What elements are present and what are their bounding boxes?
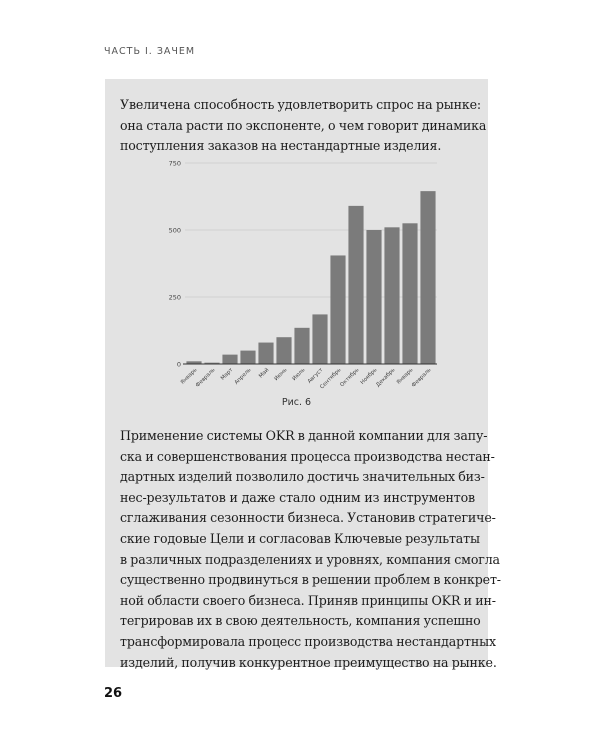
y-tick-label: 750 [168, 159, 181, 168]
y-tick-label: 0 [176, 360, 181, 369]
body-line: сглаживания сезонности бизнеса. Установив стратегиче- [120, 510, 496, 526]
intro-line: Увеличена способность удовлетворить спрос на рынке: [120, 97, 481, 112]
y-tick-label: 500 [168, 226, 181, 235]
x-tick-label: Май [258, 367, 271, 380]
body-line: ной области своего бизнеса. Приняв принципы OKR и ин- [120, 592, 496, 608]
bar [402, 223, 417, 364]
bar [240, 351, 255, 364]
body-paragraph [120, 426, 501, 673]
x-tick-label: Сентябрь [319, 367, 343, 391]
intro-line: поступления заказов на нестандартные изделия. [120, 138, 442, 154]
x-tick-label: Июнь [273, 367, 289, 383]
bar-chart [105, 79, 488, 399]
bar [384, 227, 399, 364]
body-line: трансформировала процесс производства нестандартных [120, 633, 496, 649]
x-tick-label: Декабрь [375, 367, 397, 389]
body-line: существенно продвинуться в решении проблем в конкрет- [120, 572, 501, 588]
x-tick-label: Январь [395, 367, 415, 386]
body-line: изделий, получив конкурентное преимущество на рынке. [120, 654, 497, 670]
bar [222, 355, 237, 364]
body-line: нес-результатов и даже стало одним из инструментов [120, 489, 475, 505]
x-tick-label: Октябрь [339, 367, 361, 389]
body-line: Применение системы OKR в данной компании для запу- [120, 428, 488, 443]
bar [258, 343, 273, 364]
body-line: тегрировав их в свою деятельность, компания успешно [120, 613, 481, 629]
x-tick-label: Июль [291, 367, 307, 383]
body-line: ские годовые Цели и согласовав Ключевые результаты [120, 530, 480, 546]
body-line: дартных изделий позволило достичь значительных биз- [120, 469, 485, 485]
x-tick-label: Ноябрь [359, 367, 379, 386]
bar [330, 255, 345, 364]
x-tick-label: Февраль [410, 367, 433, 389]
sidebar-box [105, 79, 501, 670]
running-head: ЧАСТЬ I. ЗАЧЕМ [104, 46, 196, 57]
bar [366, 230, 381, 364]
figure-caption: Рис. 6 [281, 397, 312, 408]
y-tick-label: 250 [168, 293, 181, 302]
x-tick-label: Апрель [233, 367, 253, 386]
body-line: ска и совершенствования процесса производства нестан- [120, 448, 495, 464]
bar [312, 314, 327, 364]
body-line: в различных подразделениях и уровнях, компания смогла [120, 551, 500, 567]
bar [294, 328, 309, 364]
bar [276, 337, 291, 364]
intro-line: она стала расти по экспоненте, о чем говорит динамика [120, 117, 487, 133]
x-tick-label: Август [306, 367, 325, 385]
x-tick-label: Февраль [194, 367, 217, 389]
x-tick-label: Январь [179, 367, 199, 386]
bar [420, 191, 435, 364]
bar [348, 206, 363, 364]
x-tick-label: Март [219, 367, 235, 382]
page-number: 26 [104, 686, 123, 701]
